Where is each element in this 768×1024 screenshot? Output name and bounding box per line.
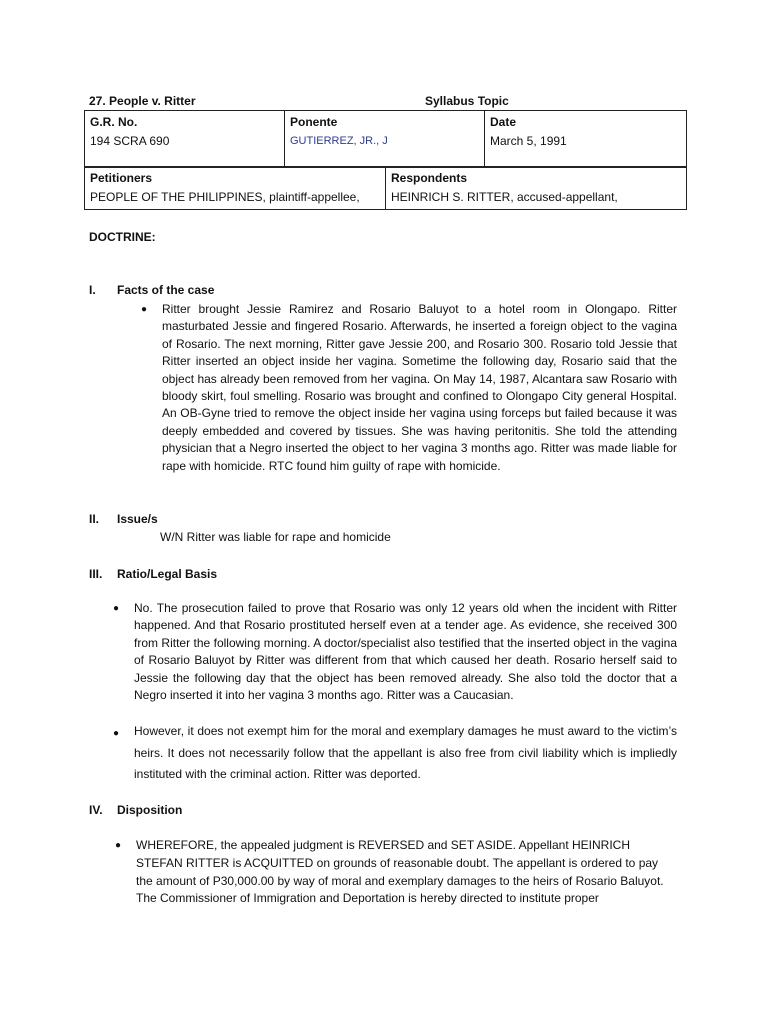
gr-no-cell [85, 111, 285, 168]
doctrine-heading: DOCTRINE: [89, 230, 156, 244]
date-label: Date [490, 115, 517, 129]
bullet-icon: ● [115, 840, 122, 851]
gr-no-label: G.R. No. [90, 115, 138, 129]
facts-heading-text: Facts of the case [117, 283, 215, 297]
ratio-heading [89, 567, 217, 581]
case-info-row [85, 111, 687, 168]
bullet-icon: ● [141, 304, 148, 315]
issue-text: W/N Ritter was liable for rape and homicide [160, 530, 391, 544]
ratio-bullet-2-text: However, it does not exempt him for the moral and exemplary damages he must award to the victim’s heirs. It does not necessarily follow that the appellant is also free from civil liability which is impliedly instituted with the criminal action. Ritter was deported. [134, 724, 677, 781]
ponente-cell [285, 111, 485, 168]
disposition-number: IV. [89, 803, 103, 817]
petitioners-value: PEOPLE OF THE PHILIPPINES, plaintiff-appellee, [90, 190, 360, 204]
bullet-icon: ● [113, 728, 120, 739]
respondents-cell [386, 167, 687, 210]
issues-heading [89, 512, 158, 526]
disposition-heading-text: Disposition [117, 803, 183, 817]
ratio-heading-text: Ratio/Legal Basis [117, 567, 218, 581]
syllabus-topic-label: Syllabus Topic [425, 94, 509, 108]
ponente-label: Ponente [290, 115, 338, 129]
disposition-bullet [115, 837, 677, 908]
ponente-value: GUTIERREZ, JR., J [290, 135, 388, 147]
date-cell [485, 111, 687, 168]
ratio-bullet-1-text: No. The prosecution failed to prove that Rosario was only 12 years old when the incident with Ritter happened. And that Rosario prostituted herself even at a tender age. As evidence, she received 300 from Ritter the following morning. A doctor/specialist also testified that the inserted object in the vagina of Rosario Baluyot by Ritter was different from that which caused her death. Rosario herself said to Jessie the following day that the object has been removed already. She also told the doctor that a Negro inserted it into her vagina 3 months ago. Ritter was a Caucasian. [134, 601, 677, 703]
respondents-label: Respondents [391, 171, 468, 185]
gr-no-value: 194 SCRA 690 [90, 134, 170, 148]
parties-row [85, 167, 687, 210]
ratio-bullet-2 [113, 721, 677, 786]
case-title: 27. People v. Ritter [89, 94, 196, 108]
issues-number: II. [89, 512, 100, 526]
issues-heading-text: Issue/s [117, 512, 158, 526]
facts-heading [89, 283, 214, 297]
facts-number: I. [89, 283, 96, 297]
case-info-table [84, 110, 687, 168]
petitioners-cell [85, 167, 386, 210]
facts-bullet-text: Ritter brought Jessie Ramirez and Rosario Baluyot to a hotel room in Olongapo. Ritter masturbated Jessie and fingered Rosario. Afterwards, he inserted a foreign object to the vagina of Rosario. The next morning, Ritter gave Jessie 200, and Rosario 300. Rosario told Jessie that Ritter inserted an object inside her vagina. Sometime the following day, Rosario said that the object has already been removed from her vagina. On May 14, 1987, Alcantara saw Rosario with bloody skirt, foul smelling. Rosario was brought and confined to Olongapo City general Hospital. An OB-Gyne tried to remove the object inside her vagina using forceps but failed because it was deeply embedded and covered by tissues. She was having peritonitis. She told the attending physician that a Negro inserted the object to her vagina 3 months ago. Ritter was made liable for rape with homicide. RTC found him guilty of rape with homicide. [162, 302, 677, 473]
date-value: March 5, 1991 [490, 134, 567, 148]
ratio-number: III. [89, 567, 103, 581]
respondents-value: HEINRICH S. RITTER, accused-appellant, [391, 190, 618, 204]
parties-table [84, 166, 687, 210]
petitioners-label: Petitioners [90, 171, 153, 185]
facts-bullet [141, 301, 677, 475]
disposition-heading [89, 803, 182, 817]
bullet-icon: ● [113, 603, 120, 614]
ratio-bullet-1 [113, 600, 677, 704]
disposition-bullet-text: WHEREFORE, the appealed judgment is REVERSED and SET ASIDE. Appellant HEINRICH STEFAN RITTER is ACQUITTED on grounds of reasonable doubt. The appellant is ordered to pay the amount of P30,000.00 by way of moral and exemplary damages to the heirs of Rosario Baluyot. The Commissioner of Immigration and Deportation is hereby directed to institute proper [136, 838, 664, 906]
